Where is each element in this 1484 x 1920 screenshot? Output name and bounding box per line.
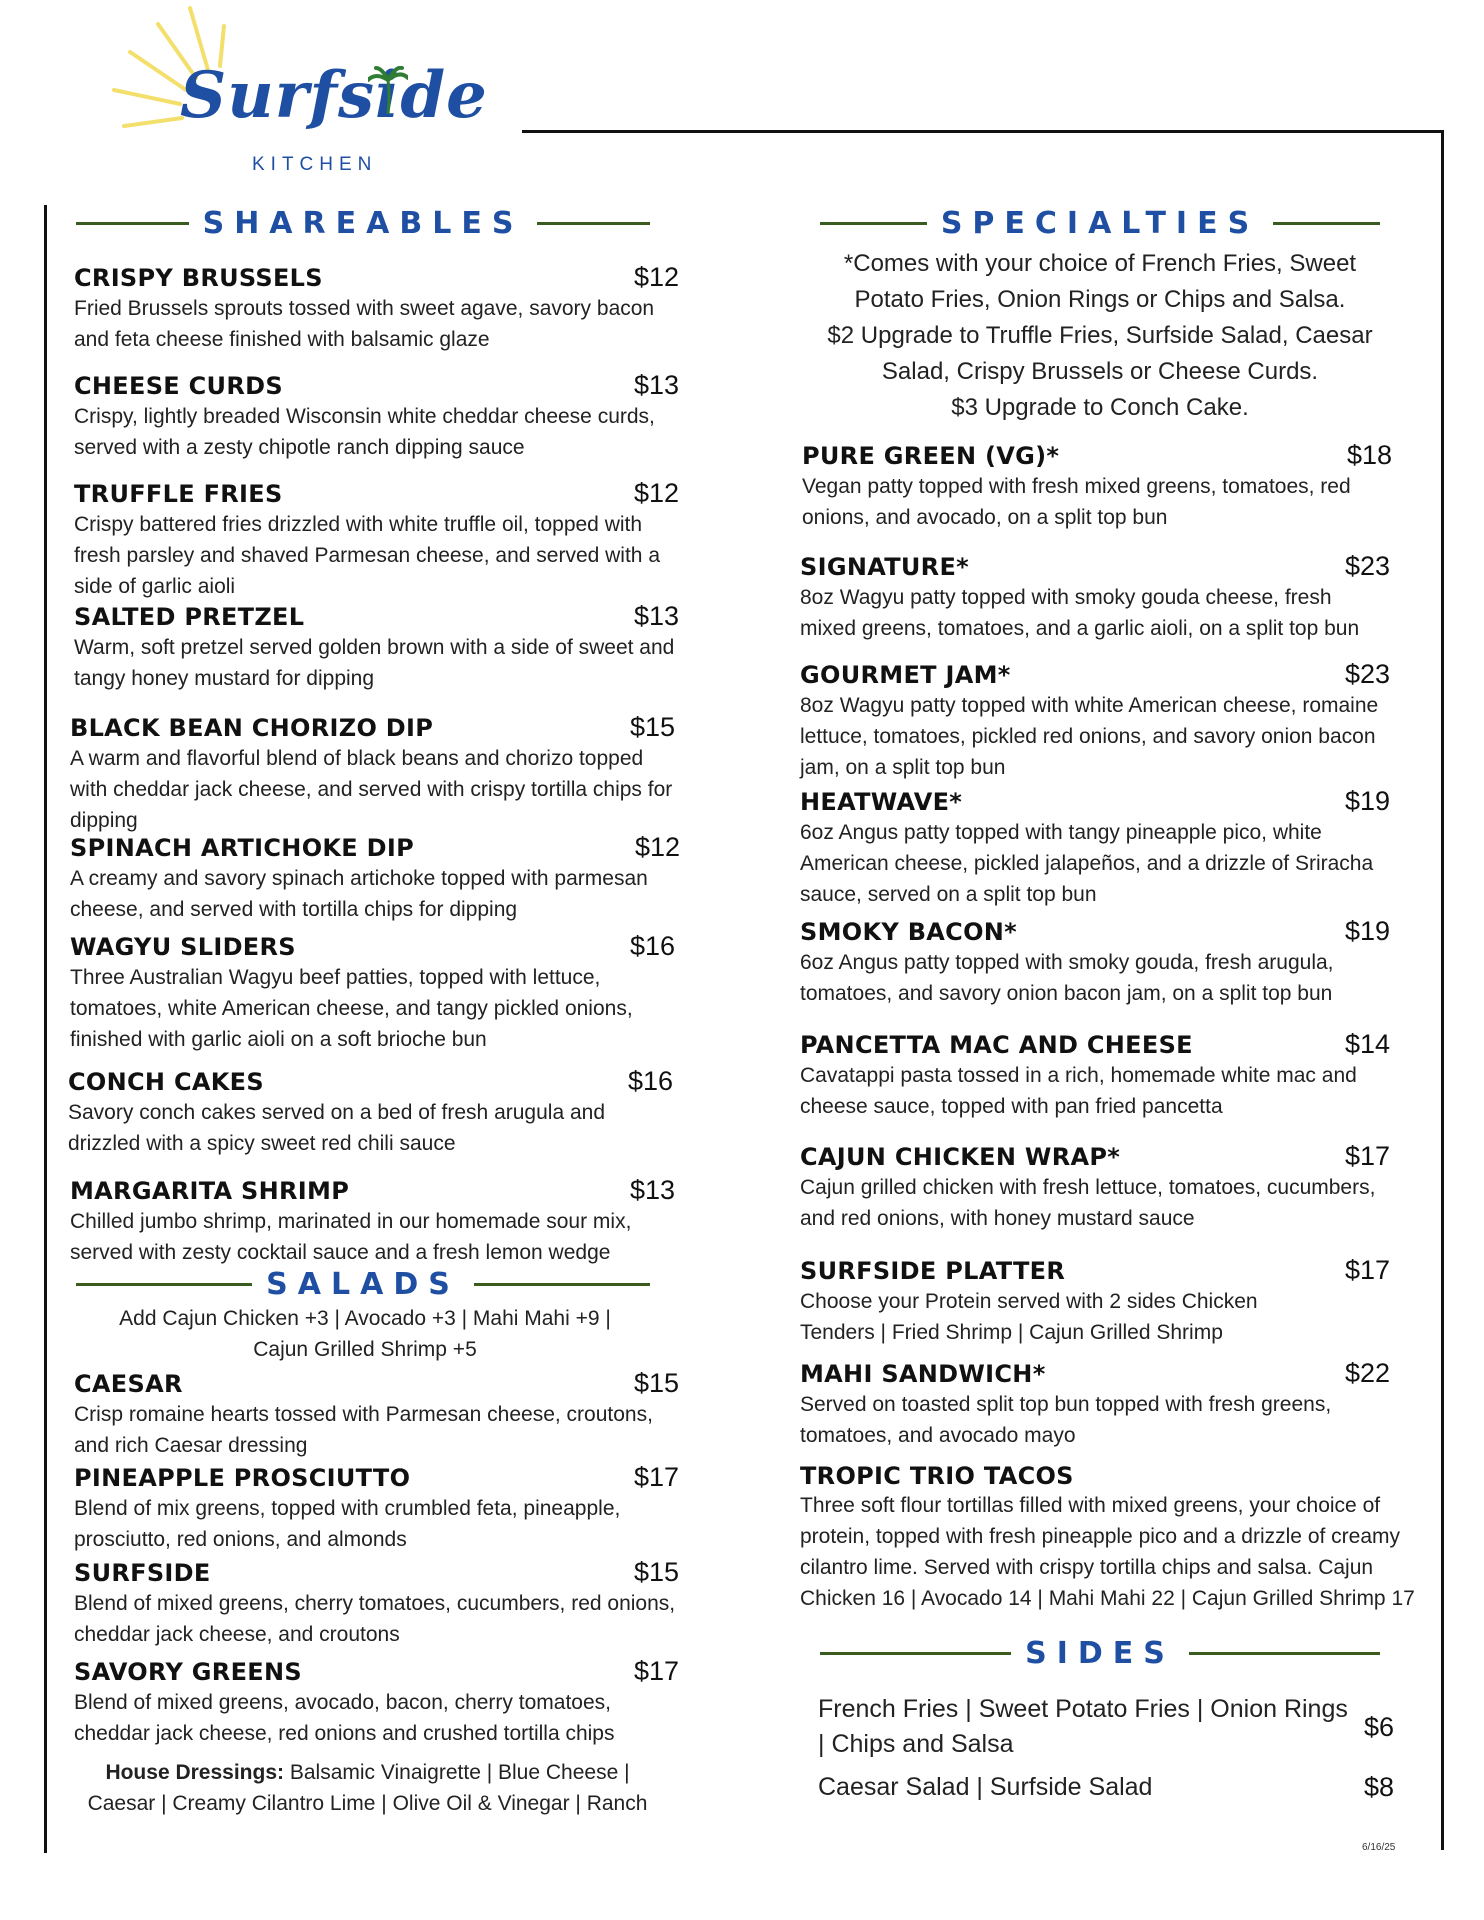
heading-rule (820, 1652, 1011, 1655)
item-name: PINEAPPLE PROSCIUTTO (74, 1464, 411, 1492)
specialties-heading (820, 206, 1380, 241)
item-name: PURE GREEN (VG)* (802, 442, 1060, 470)
item-name: SALTED PRETZEL (74, 603, 305, 631)
item-description: Fried Brussels sprouts tossed with sweet agave, savory bacon and feta cheese finished with balsamic glaze (74, 297, 655, 351)
item-description: Blend of mix greens, topped with crumbled feta, pineapple, prosciutto, red onions, and almonds (74, 1497, 621, 1551)
frame-top-rule (522, 130, 1444, 133)
item-description: Cajun grilled chicken with fresh lettuce, tomatoes, cucumbers, and red onions, with honey mustard sauce (800, 1176, 1376, 1230)
sides-row (818, 1770, 1394, 1805)
menu-item (70, 832, 680, 925)
specialties-title: SPECIALTIES (940, 206, 1260, 241)
menu-item (74, 478, 679, 602)
menu-item (802, 440, 1392, 533)
house-dressings (70, 1757, 665, 1819)
sides-price: $8 (1363, 1772, 1394, 1802)
menu-item (70, 1175, 675, 1268)
item-name: SAVORY GREENS (74, 1658, 302, 1686)
menu-item (800, 551, 1390, 644)
sides-list: French Fries | Sweet Potato Fries | Onion Rings | Chips and Salsa (818, 1695, 1348, 1758)
salad-addons: Add Cajun Chicken +3 | Avocado +3 | Mahi Mahi +9 | Cajun Grilled Shrimp +5 (119, 1307, 611, 1361)
item-price: $17 (1344, 1255, 1390, 1285)
item-name: TROPIC TRIO TACOS (800, 1462, 1074, 1490)
item-price: $13 (629, 1175, 675, 1205)
menu-item (800, 659, 1390, 783)
salads-title: SALADS (266, 1267, 460, 1302)
item-description: Warm, soft pretzel served golden brown with a side of sweet and tangy honey mustard for dipping (74, 636, 675, 690)
item-description: Crispy battered fries drizzled with white truffle oil, topped with fresh parsley and shaved Parmesan cheese, and served with a side of garlic aioli (74, 513, 661, 598)
item-description: 6oz Angus patty topped with smoky gouda, fresh arugula, tomatoes, and savory onion bacon jam, on a split top bun (800, 951, 1334, 1005)
item-name: CAJUN CHICKEN WRAP* (800, 1143, 1121, 1171)
frame-right-rule (1441, 130, 1444, 1850)
note-line: *Comes with your choice of French Fries, Sweet (843, 250, 1357, 277)
item-price: $18 (1346, 440, 1392, 470)
item-description: Three Australian Wagyu beef patties, topped with lettuce, tomatoes, white American cheese, and tangy pickled onions, finished with garlic aioli on a soft brioche bun (70, 966, 633, 1051)
frame-left-rule (44, 205, 47, 1853)
item-name: SPINACH ARTICHOKE DIP (70, 834, 414, 862)
item-description: Cavatappi pasta tossed in a rich, homemade white mac and cheese sauce, topped with pan fried pancetta (800, 1064, 1357, 1118)
item-description: Savory conch cakes served on a bed of fresh arugula and drizzled with a spicy sweet red chili sauce (68, 1101, 605, 1155)
item-name: MARGARITA SHRIMP (70, 1177, 350, 1205)
item-description: Crispy, lightly breaded Wisconsin white cheddar cheese curds, served with a zesty chipotle ranch dipping sauce (74, 405, 655, 459)
menu-item (74, 370, 679, 463)
item-price: $22 (1344, 1358, 1390, 1388)
item-description: 8oz Wagyu patty topped with white American cheese, romaine lettuce, tomatoes, pickled red onions, and savory onion bacon jam, on a split top bun (800, 694, 1379, 779)
heading-rule (537, 222, 650, 225)
menu-item (800, 916, 1390, 1009)
heading-rule (1189, 1652, 1380, 1655)
house-dressings-list: Balsamic Vinaigrette | Blue Cheese | Caesar | Creamy Cilantro Lime | Olive Oil & Vinegar | Ranch (87, 1761, 648, 1815)
salads-heading (76, 1267, 650, 1302)
menu-item (74, 1557, 679, 1650)
item-name: WAGYU SLIDERS (70, 933, 296, 961)
shareables-heading (76, 206, 650, 241)
menu-item (800, 786, 1390, 910)
menu-item (800, 1141, 1390, 1234)
item-price: $14 (1344, 1029, 1390, 1059)
menu-item (800, 1029, 1390, 1122)
item-name: GOURMET JAM* (800, 661, 1011, 689)
item-description: Crisp romaine hearts tossed with Parmesan cheese, croutons, and rich Caesar dressing (74, 1403, 653, 1457)
item-price: $17 (1344, 1141, 1390, 1171)
item-price: $13 (633, 601, 679, 631)
heading-rule (1273, 222, 1380, 225)
menu-item (74, 1462, 679, 1555)
menu-item (800, 1358, 1390, 1451)
item-name: CHEESE CURDS (74, 372, 283, 400)
brand-subtitle: KITCHEN (252, 154, 378, 175)
sides-heading (820, 1636, 1380, 1671)
house-dressings-label: House Dressings: (105, 1761, 284, 1784)
brand-name: Surfside (180, 58, 488, 133)
sides-title: SIDES (1025, 1636, 1175, 1671)
item-description: Choose your Protein served with 2 sides Chicken Tenders | Fried Shrimp | Cajun Grilled Shrimp (800, 1290, 1258, 1344)
item-price: $23 (1344, 659, 1390, 689)
item-price: $17 (633, 1656, 679, 1686)
note-line: $2 Upgrade to Truffle Fries, Surfside Salad, Caesar (827, 322, 1373, 349)
item-name: CONCH CAKES (68, 1068, 264, 1096)
item-description: 6oz Angus patty topped with tangy pineapple pico, white American cheese, pickled jalapeños, and a drizzle of Sriracha sauce, served on a split top bun (800, 821, 1374, 906)
item-name: SURFSIDE PLATTER (800, 1257, 1066, 1285)
item-price: $12 (634, 832, 680, 862)
menu-item (800, 1255, 1390, 1348)
item-name: BLACK BEAN CHORIZO DIP (70, 714, 434, 742)
menu-date: 6/16/25 (1362, 1842, 1396, 1853)
heading-rule (76, 1283, 252, 1286)
shareables-title: SHAREABLES (202, 206, 524, 241)
heading-rule (474, 1283, 650, 1286)
sides-row (818, 1692, 1394, 1762)
item-price: $15 (633, 1557, 679, 1587)
brand-logo (100, 0, 488, 190)
sides-price: $6 (1363, 1711, 1394, 1742)
item-price: $12 (633, 478, 679, 508)
item-description: Three soft flour tortillas filled with mixed greens, your choice of protein, topped with fresh pineapple pico and a drizzle of creamy cilantro lime. Served with crispy tortilla chips and salsa. Cajun Chicken 16 | Avocado 14 | Mahi Mahi 22 | Cajun Grilled Shrimp 17 (800, 1494, 1415, 1610)
item-price: $12 (633, 262, 679, 292)
item-description: Blend of mixed greens, avocado, bacon, cherry tomatoes, cheddar jack cheese, red onions and crushed tortilla chips (74, 1691, 615, 1745)
item-description: 8oz Wagyu patty topped with smoky gouda cheese, fresh mixed greens, tomatoes, and a garlic aioli, on a split top bun (800, 586, 1360, 640)
item-price: $19 (1344, 786, 1390, 816)
menu-item (70, 712, 675, 836)
item-price: $15 (633, 1368, 679, 1398)
item-name: PANCETTA MAC AND CHEESE (800, 1031, 1193, 1059)
item-description: Chilled jumbo shrimp, marinated in our homemade sour mix, served with zesty cocktail sauce and a fresh lemon wedge (70, 1210, 632, 1264)
note-line: $3 Upgrade to Conch Cake. (951, 394, 1249, 421)
item-name: CAESAR (74, 1370, 183, 1398)
item-price: $16 (627, 1066, 673, 1096)
item-price: $15 (629, 712, 675, 742)
menu-item (74, 1368, 679, 1461)
item-price: $17 (633, 1462, 679, 1492)
item-name: HEATWAVE* (800, 788, 963, 816)
item-price: $19 (1344, 916, 1390, 946)
heading-rule (76, 222, 189, 225)
item-name: MAHI SANDWICH* (800, 1360, 1046, 1388)
item-description: Vegan patty topped with fresh mixed greens, tomatoes, red onions, and avocado, on a split top bun (802, 475, 1351, 529)
item-name: CRISPY BRUSSELS (74, 264, 323, 292)
item-name: TRUFFLE FRIES (74, 480, 283, 508)
item-description: A creamy and savory spinach artichoke topped with parmesan cheese, and served with tortilla chips for dipping (70, 867, 648, 921)
item-description: A warm and flavorful blend of black beans and chorizo topped with cheddar jack cheese, and served with crispy tortilla chips for dipping (70, 747, 673, 832)
sides-list: Caesar Salad | Surfside Salad (818, 1773, 1153, 1801)
menu-item (800, 1462, 1422, 1614)
item-price: $16 (629, 931, 675, 961)
item-name: SURFSIDE (74, 1559, 211, 1587)
specialties-note (800, 246, 1400, 426)
item-description: Served on toasted split top bun topped with fresh greens, tomatoes, and avocado mayo (800, 1393, 1332, 1447)
menu-item (74, 1656, 679, 1749)
menu-item (68, 1066, 673, 1159)
note-line: Potato Fries, Onion Rings or Chips and Salsa. (854, 286, 1346, 313)
menu-item (70, 931, 675, 1055)
item-name: SIGNATURE* (800, 553, 969, 581)
menu-item (74, 601, 679, 694)
item-price: $23 (1344, 551, 1390, 581)
item-price: $13 (633, 370, 679, 400)
item-description: Blend of mixed greens, cherry tomatoes, cucumbers, red onions, cheddar jack cheese, and croutons (74, 1592, 676, 1646)
menu-item (74, 262, 679, 355)
palm-tree-icon (368, 66, 408, 116)
note-line: Salad, Crispy Brussels or Cheese Curds. (881, 358, 1319, 385)
heading-rule (820, 222, 927, 225)
item-name: SMOKY BACON* (800, 918, 1018, 946)
